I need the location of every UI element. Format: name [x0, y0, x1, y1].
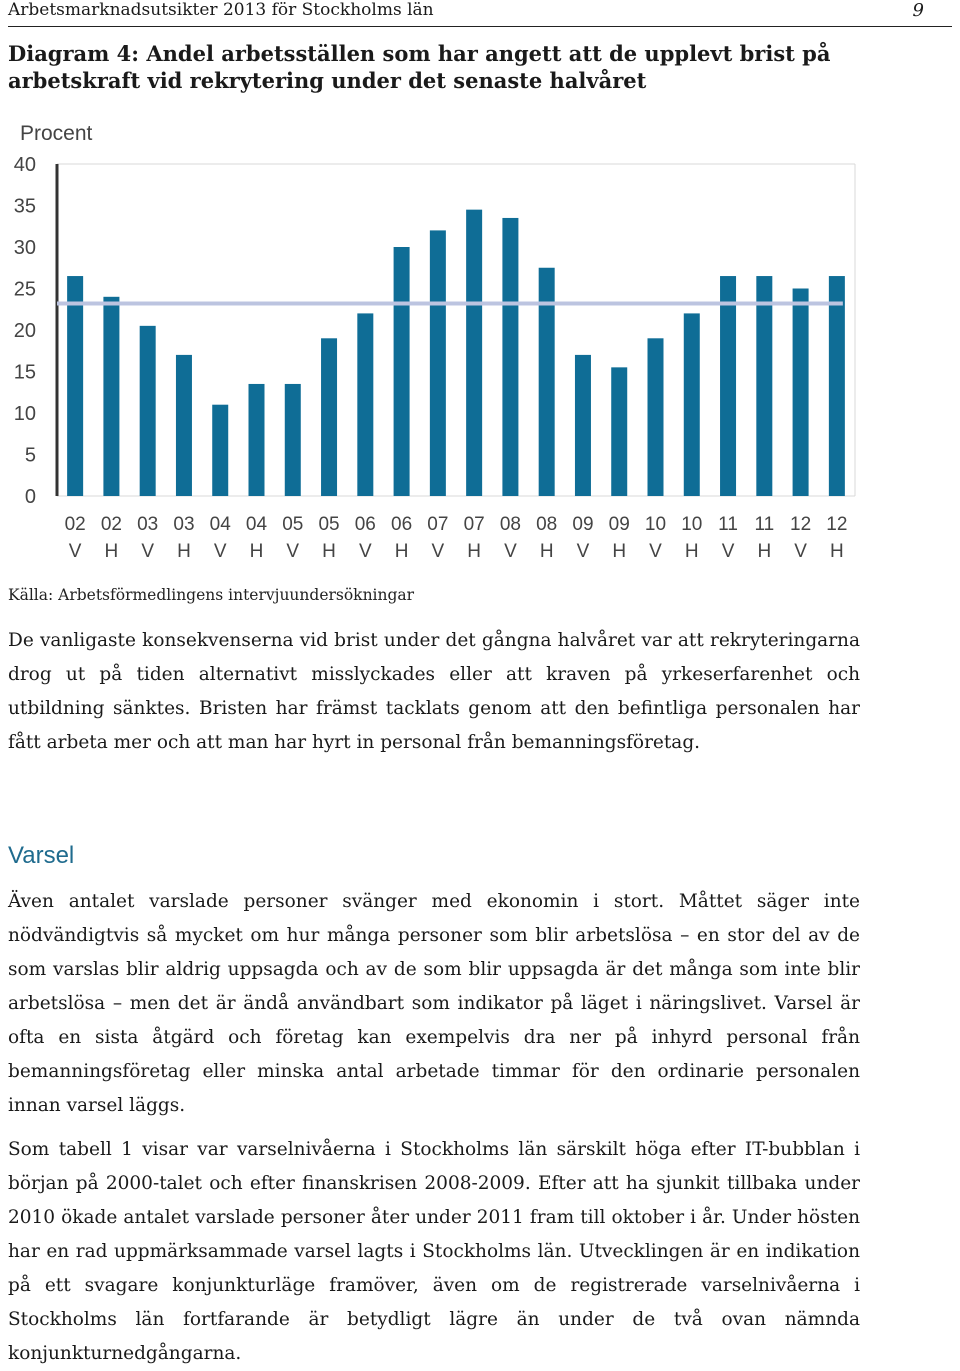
x-tick-label: 08 — [536, 514, 558, 535]
y-tick-label: 30 — [13, 237, 36, 259]
bar — [67, 276, 83, 496]
y-tick-label: 5 — [24, 444, 36, 467]
plot-area — [14, 154, 855, 562]
running-header — [8, 0, 952, 27]
x-tick-label: V — [286, 541, 300, 562]
x-tick-label: 12 — [826, 514, 848, 535]
bar — [466, 210, 482, 496]
x-tick-label: H — [104, 541, 119, 562]
bar — [140, 326, 156, 496]
bar — [357, 313, 373, 496]
bar — [176, 355, 192, 496]
y-axis-label: Procent — [20, 122, 93, 145]
x-tick-label: H — [539, 541, 554, 562]
bar — [720, 276, 736, 496]
source-note: Källa: Arbetsförmedlingens intervjuundersökningar — [8, 586, 415, 604]
x-tick-label: H — [394, 541, 409, 562]
x-tick-label: V — [68, 541, 82, 562]
bar — [829, 276, 845, 496]
bar — [285, 384, 301, 496]
chart — [0, 112, 960, 582]
x-tick-label: H — [757, 541, 772, 562]
x-tick-label: V — [794, 541, 807, 562]
x-tick-label: H — [829, 541, 844, 562]
bar — [611, 367, 627, 496]
x-tick-label: 08 — [499, 514, 521, 535]
x-tick-label: V — [213, 541, 227, 562]
x-tick-label: 07 — [427, 514, 449, 535]
x-tick-label: 05 — [318, 514, 340, 535]
y-tick-label: 40 — [13, 154, 36, 176]
bar — [103, 297, 119, 496]
x-tick-label: 09 — [608, 514, 630, 535]
x-tick-label: H — [177, 541, 191, 562]
chart-svg — [0, 112, 960, 582]
x-tick-label: V — [576, 541, 590, 562]
bar — [212, 405, 228, 496]
x-tick-label: V — [649, 541, 662, 562]
bar — [648, 338, 664, 496]
x-tick-label: 03 — [137, 514, 159, 535]
bar — [756, 276, 772, 496]
y-tick-label: 20 — [13, 320, 36, 342]
y-tick-label: 15 — [13, 361, 36, 384]
x-tick-label: V — [358, 541, 372, 562]
body-paragraph-3: Som tabell 1 visar var varselnivåerna i Stockholms län särskilt höga efter IT-bubblan i början på 2000-talet och efter finanskrisen 2008-2009. Efter att ha sjunkit tillbaka under 2010 ökade antalet varslade personer åter under 2011 fram till oktober i år. Under hösten har en rad uppmärksammade varsel lagts i Stockholms län. Utvecklingen är en indikation på ett svagare konjunkturläge framöver, även om de registrerade varselnivåerna i Stockholms län fortfarande är betydligt lägre än under de två ovan nämnda konjunkturnedgångarna. — [8, 1139, 860, 1364]
x-tick-label: 03 — [173, 514, 195, 535]
x-tick-label: 05 — [282, 514, 304, 535]
x-tick-label: H — [612, 541, 627, 562]
x-tick-label: 09 — [572, 514, 594, 535]
page-number: 9 — [912, 0, 924, 21]
x-tick-label: H — [249, 541, 264, 562]
x-tick-label: V — [431, 541, 445, 562]
bar — [502, 218, 518, 496]
x-tick-label: 11 — [718, 514, 738, 535]
x-tick-label: 11 — [754, 514, 775, 535]
section-heading: Varsel — [8, 842, 75, 869]
x-tick-label: 12 — [790, 514, 812, 535]
x-tick-label: 10 — [681, 514, 703, 535]
bar — [321, 338, 337, 496]
body-paragraph-2: Även antalet varslade personer svänger med ekonomin i stort. Måttet säger inte nödvändigtvis så mycket om hur många personer som blir arbetslösa – en stor del av de som varslas blir aldrig uppsagda och av de som blir uppsagda är det många som inte blir arbetslösa – men det är ändå användbart som indikator på läget i näringslivet. Varsel är ofta en sista åtgärd och företag kan exempelvis dra ner på inhyrd personal från bemanningsföretag eller minska antal arbetade timmar för den ordinarie personalen innan varsel läggs. — [8, 891, 860, 1116]
y-tick-label: 0 — [24, 486, 36, 508]
x-tick-label: 07 — [463, 514, 485, 535]
bar — [249, 384, 265, 496]
bar — [575, 355, 591, 496]
x-tick-label: H — [467, 541, 482, 562]
running-title: Arbetsmarknadsutsikter 2013 för Stockholms län — [8, 0, 434, 20]
figure-title: Diagram 4: Andel arbetsställen som har angett att de upplevt brist på arbetskraft vid rekrytering under det senaste halvåret — [8, 41, 831, 93]
y-tick-label: 10 — [13, 403, 36, 425]
x-tick-label: V — [504, 541, 517, 562]
x-tick-label: 06 — [391, 514, 413, 535]
x-tick-label: 10 — [644, 514, 667, 535]
x-tick-label: 06 — [354, 514, 376, 535]
bar — [684, 313, 700, 496]
x-tick-label: V — [141, 541, 155, 562]
body-paragraph-1: De vanligaste konsekvenserna vid brist under det gångna halvåret var att rekryteringarna drog ut på tiden alternativt misslyckades eller att kraven på yrkeserfarenhet och utbildning sänktes. Bristen har främst tacklats genom att den befintliga personalen har fått arbeta mer och att man har hyrt in personal från bemanningsföretag. — [8, 630, 860, 753]
x-tick-label: H — [322, 541, 336, 562]
x-tick-label: 02 — [64, 514, 86, 535]
x-tick-label: 02 — [100, 514, 122, 535]
x-tick-label: V — [721, 541, 735, 562]
y-tick-label: 35 — [13, 195, 36, 218]
bar — [394, 247, 410, 496]
x-tick-label: 04 — [209, 514, 231, 535]
x-tick-label: H — [684, 541, 699, 562]
bar — [793, 289, 809, 497]
x-tick-label: 04 — [245, 514, 268, 535]
bar — [430, 230, 446, 496]
y-tick-label: 25 — [13, 278, 36, 301]
